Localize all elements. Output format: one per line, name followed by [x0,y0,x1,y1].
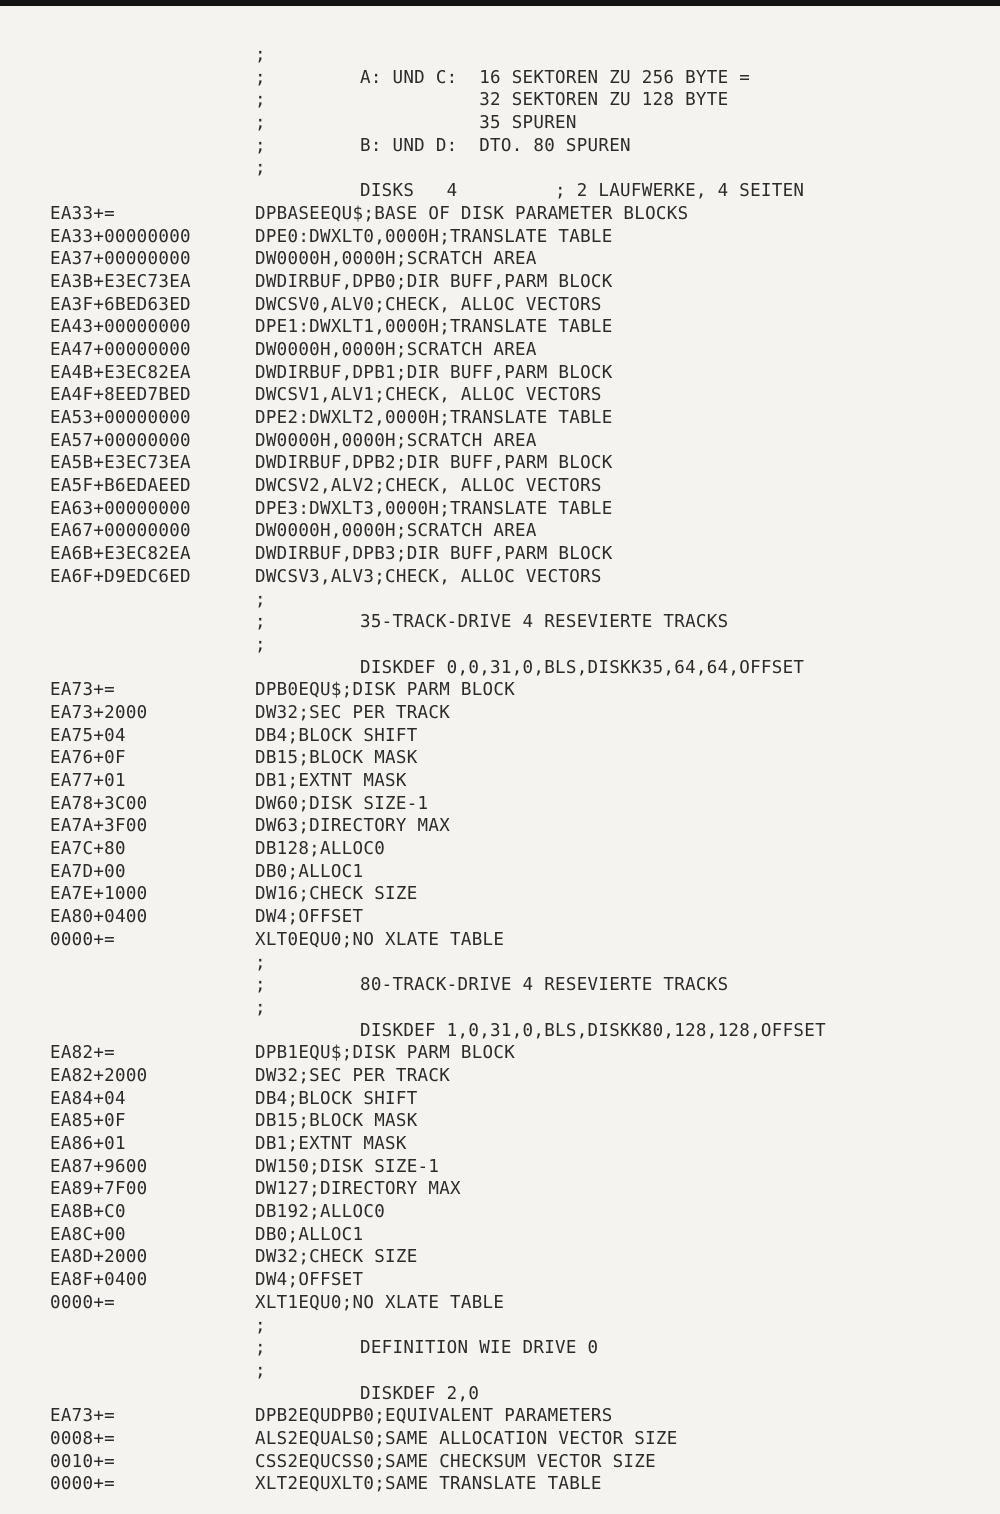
listing-line [0,566,1000,589]
listing-address: EA82+2000 [50,1065,148,1086]
listing-line [0,725,1000,748]
listing-code: ALS2EQUALS0;SAME ALLOCATION VECTOR SIZE [255,1428,678,1449]
listing-line [0,702,1000,725]
listing-comment: 35 SPUREN [360,113,577,134]
listing-line [0,135,1000,158]
listing-code: DB1;EXTNT MASK [255,1134,407,1154]
listing-line [0,475,1000,498]
listing-line [0,838,1000,861]
listing-code: DW0000H,0000H;SCRATCH AREA [255,249,537,270]
listing-line [0,157,1000,180]
listing-address: 0000+= [50,1292,116,1313]
listing-line [0,883,1000,906]
listing-line [0,1110,1000,1133]
listing-address: EA67+00000000 [50,521,191,542]
listing-line [0,657,1000,680]
listing-line [0,1246,1000,1269]
listing-line [0,1383,1000,1406]
listing-line [0,1224,1000,1247]
listing-line [0,1292,1000,1315]
listing-code: ; [255,67,266,88]
listing-line [0,906,1000,929]
listing-line [0,1473,1000,1496]
listing-address: EA6B+E3EC82EA [50,544,191,565]
listing-address: EA6F+D9EDC6ED [50,566,191,587]
listing-line [0,1065,1000,1088]
listing-line [0,997,1000,1020]
listing-code: ; [255,1315,266,1336]
listing-address: EA5F+B6EDAEED [50,476,191,497]
listing-address: EA47+00000000 [50,339,191,360]
listing-address: EA78+3C00 [50,793,148,814]
listing-code: ; [255,997,266,1018]
listing-address: EA89+7F00 [50,1179,148,1200]
listing-address: 0000+= [50,1474,116,1495]
listing-comment: 32 SEKTOREN ZU 128 BYTE [360,90,729,111]
listing-code: DB192;ALLOC0 [255,1202,386,1223]
listing-address: EA76+0F [50,748,126,769]
listing-line [0,1088,1000,1111]
listing-address: EA82+= [50,1043,116,1064]
listing-code: CSS2EQUCSS0;SAME CHECKSUM VECTOR SIZE [255,1451,656,1472]
listing-address: EA87+9600 [50,1156,148,1177]
listing-address: EA84+04 [50,1088,126,1109]
listing-code: DW32;SEC PER TRACK [255,1065,451,1086]
listing-line [0,316,1000,339]
listing-code: DW60;DISK SIZE-1 [255,793,429,814]
listing-line [0,1042,1000,1065]
listing-code: ; [255,135,266,156]
listing-comment: B: UND D: DTO. 80 SPUREN [360,135,631,156]
listing-code: DWDIRBUF,DPB1;DIR BUFF,PARM BLOCK [255,362,613,383]
listing-comment: 80-TRACK-DRIVE 4 RESEVIERTE TRACKS [360,975,729,996]
listing-code: ; [255,90,266,111]
listing-address: EA73+= [50,680,116,701]
listing-code: DB15;BLOCK MASK [255,748,418,769]
listing-line [0,248,1000,271]
listing-line [0,1428,1000,1451]
listing-line [0,770,1000,793]
listing-address: 0008+= [50,1428,116,1449]
listing-line [0,89,1000,112]
listing-line [0,384,1000,407]
listing-comment: A: UND C: 16 SEKTOREN ZU 256 BYTE = [360,67,751,88]
listing-code: DW16;CHECK SIZE [255,884,418,905]
listing-line [0,362,1000,385]
listing-code: DWDIRBUF,DPB0;DIR BUFF,PARM BLOCK [255,271,613,292]
listing-address: EA77+01 [50,771,126,791]
listing-code: ; [255,1338,266,1359]
listing-line [0,203,1000,226]
listing-line [0,67,1000,90]
listing-code: ; [255,952,266,973]
listing-code: DW0000H,0000H;SCRATCH AREA [255,430,537,451]
listing-code: DW32;CHECK SIZE [255,1247,418,1268]
listing-line [0,1178,1000,1201]
listing-code: XLT0EQU0;NO XLATE TABLE [255,929,505,950]
listing-code: DPE0:DWXLT0,0000H;TRANSLATE TABLE [255,226,613,247]
listing-address: EA86+01 [50,1134,126,1154]
page-top-rule [0,0,1000,6]
listing-line [0,452,1000,475]
listing-code: DB0;ALLOC1 [255,1224,364,1245]
listing-address: EA7E+1000 [50,884,148,905]
listing-line [0,407,1000,430]
listing-code: DWCSV2,ALV2;CHECK, ALLOC VECTORS [255,476,602,497]
listing-line [0,952,1000,975]
listing-address: EA8D+2000 [50,1247,148,1268]
listing-line [0,112,1000,135]
listing-line [0,1201,1000,1224]
listing-line [0,1405,1000,1428]
listing-line [0,1133,1000,1156]
listing-comment: DISKDEF 0,0,31,0,BLS,DISKK35,64,64,OFFSET [360,657,805,678]
listing-code: DWCSV3,ALV3;CHECK, ALLOC VECTORS [255,566,602,587]
listing-line [0,1451,1000,1474]
listing-address: 0010+= [50,1451,116,1472]
listing-comment: DISKDEF 1,0,31,0,BLS,DISKK80,128,128,OFFSET [360,1020,826,1041]
listing-code: ; [255,158,266,179]
listing-address: EA3F+6BED63ED [50,294,191,315]
listing-line [0,1360,1000,1383]
listing-address: EA63+00000000 [50,498,191,519]
listing-address: EA37+00000000 [50,249,191,270]
listing-line [0,271,1000,294]
listing-code: DPBASEEQU$;BASE OF DISK PARAMETER BLOCKS [255,203,689,224]
listing-line [0,589,1000,612]
listing-code: DB1;EXTNT MASK [255,771,407,791]
listing-line [0,520,1000,543]
listing-code: ; [255,45,266,65]
listing-code: DW0000H,0000H;SCRATCH AREA [255,521,537,542]
listing-address: 0000+= [50,929,116,950]
listing-address: EA8B+C0 [50,1202,126,1223]
listing-address: EA7C+80 [50,839,126,860]
listing-comment: DEFINITION WIE DRIVE 0 [360,1338,599,1359]
listing-address: EA33+= [50,203,116,224]
listing-code: DW4;OFFSET [255,1270,364,1291]
listing-code: DW63;DIRECTORY MAX [255,816,451,837]
listing-address: EA43+00000000 [50,317,191,338]
listing-code: DPB0EQU$;DISK PARM BLOCK [255,680,516,701]
listing-code: XLT2EQUXLT0;SAME TRANSLATE TABLE [255,1474,602,1495]
listing-line [0,339,1000,362]
listing-line [0,634,1000,657]
listing-address: EA75+04 [50,725,126,746]
listing-code: ; [255,113,266,134]
listing-line [0,1315,1000,1338]
listing-address: EA7A+3F00 [50,816,148,837]
listing-code: DW32;SEC PER TRACK [255,702,451,723]
listing-address: EA73+2000 [50,702,148,723]
listing-code: DB4;BLOCK SHIFT [255,725,418,746]
listing-line [0,611,1000,634]
listing-line [0,1337,1000,1360]
listing-code: DW0000H,0000H;SCRATCH AREA [255,339,537,360]
listing-line [0,747,1000,770]
listing-line [0,226,1000,249]
listing-line [0,44,1000,67]
listing-code: DB128;ALLOC0 [255,839,386,860]
listing-line [0,861,1000,884]
listing-address: EA33+00000000 [50,226,191,247]
listing-line [0,543,1000,566]
listing-code: ; [255,589,266,610]
listing-code: DB0;ALLOC1 [255,861,364,882]
listing-comment: DISKDEF 2,0 [360,1383,480,1404]
listing-line [0,430,1000,453]
listing-line [0,793,1000,816]
listing-comment: DISKS 4 ; 2 LAUFWERKE, 4 SEITEN [360,181,805,202]
listing-code: DPE2:DWXLT2,0000H;TRANSLATE TABLE [255,408,613,428]
listing-line [0,974,1000,997]
listing-line [0,815,1000,838]
listing-code: DPB2EQUDPB0;EQUIVALENT PARAMETERS [255,1406,613,1427]
listing-address: EA3B+E3EC73EA [50,271,191,292]
listing-address: EA4F+8EED7BED [50,385,191,406]
listing-code: DWCSV0,ALV0;CHECK, ALLOC VECTORS [255,294,602,315]
listing-code: ; [255,612,266,633]
listing-address: EA80+0400 [50,907,148,928]
listing-address: EA7D+00 [50,861,126,882]
listing-line [0,1269,1000,1292]
listing-address: EA8F+0400 [50,1270,148,1291]
listing-line [0,180,1000,203]
listing-code: DW150;DISK SIZE-1 [255,1156,440,1177]
listing-code: DW127;DIRECTORY MAX [255,1179,461,1200]
listing-code: DPE3:DWXLT3,0000H;TRANSLATE TABLE [255,498,613,519]
listing-code: XLT1EQU0;NO XLATE TABLE [255,1292,505,1313]
listing-line [0,1020,1000,1043]
listing-code: DPE1:DWXLT1,0000H;TRANSLATE TABLE [255,317,613,338]
listing-address: EA8C+00 [50,1224,126,1245]
listing-code: ; [255,1360,266,1381]
listing-line [0,679,1000,702]
listing-comment: 35-TRACK-DRIVE 4 RESEVIERTE TRACKS [360,612,729,633]
listing-line [0,1156,1000,1179]
listing-address: EA5B+E3EC73EA [50,453,191,474]
listing-code: ; [255,634,266,655]
listing-code: ; [255,975,266,996]
listing-address: EA85+0F [50,1111,126,1132]
listing-address: EA4B+E3EC82EA [50,362,191,383]
listing-address: EA73+= [50,1406,116,1427]
listing-code: DWCSV1,ALV1;CHECK, ALLOC VECTORS [255,385,602,406]
listing-code: DPB1EQU$;DISK PARM BLOCK [255,1043,516,1064]
listing-line [0,294,1000,317]
listing-code: DW4;OFFSET [255,907,364,928]
listing-line [0,929,1000,952]
listing-address: EA53+00000000 [50,408,191,428]
listing-address: EA57+00000000 [50,430,191,451]
listing-line [0,498,1000,521]
listing-code: DB4;BLOCK SHIFT [255,1088,418,1109]
listing-code: DWDIRBUF,DPB3;DIR BUFF,PARM BLOCK [255,544,613,565]
listing-code: DB15;BLOCK MASK [255,1111,418,1132]
assembly-listing [0,44,1000,1496]
listing-code: DWDIRBUF,DPB2;DIR BUFF,PARM BLOCK [255,453,613,474]
